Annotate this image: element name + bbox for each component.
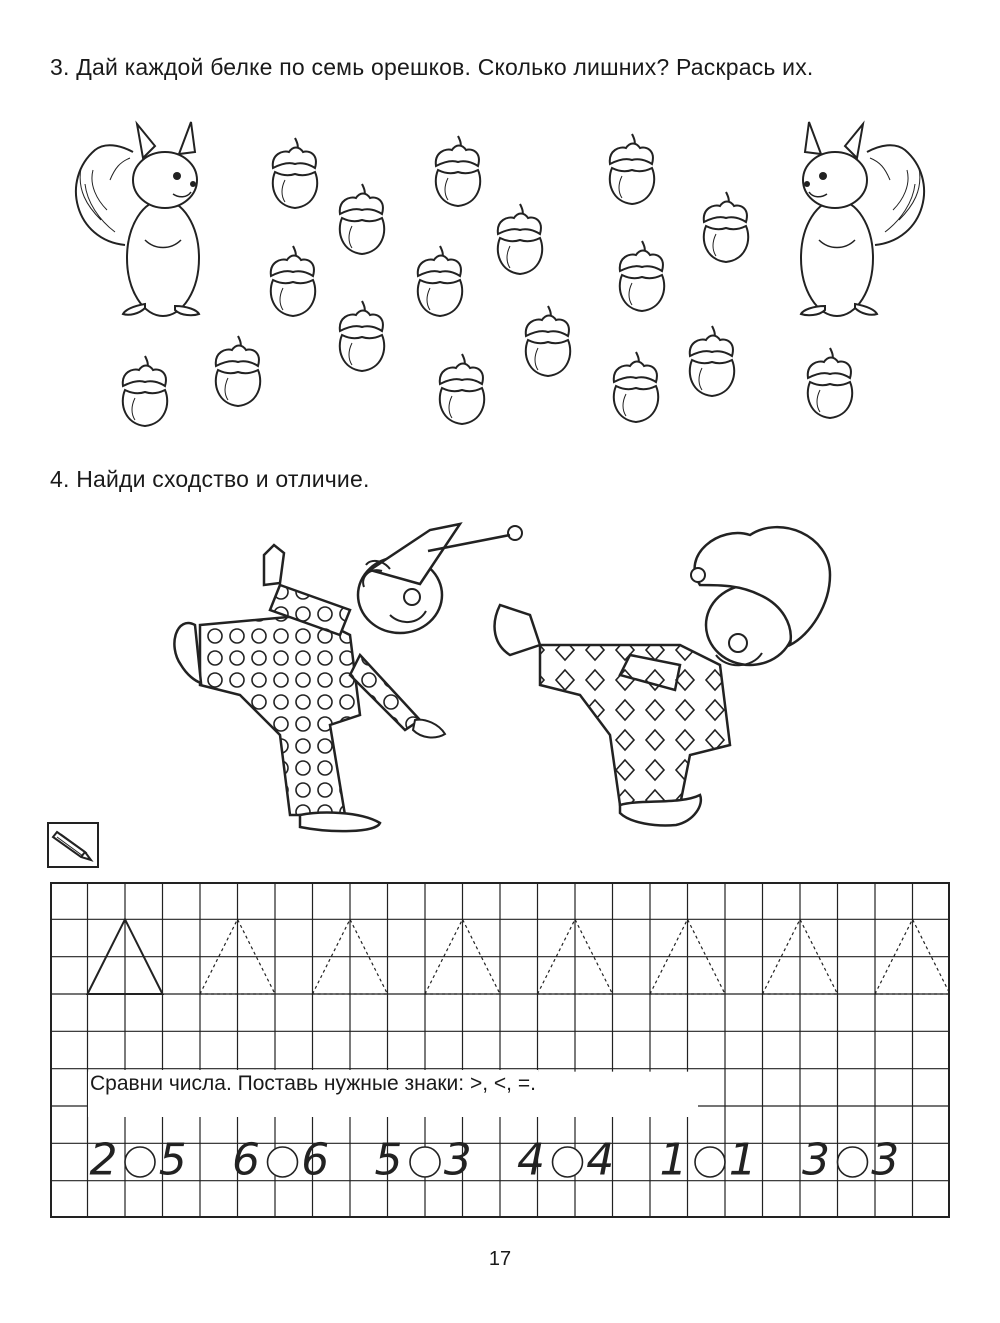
answer-circle [695, 1147, 725, 1177]
nut-icon [340, 184, 384, 254]
compare-right-number: 4 [586, 1134, 615, 1186]
compare-right-number: 6 [301, 1134, 330, 1186]
nut-icon [123, 356, 167, 426]
nut-icon [340, 301, 384, 371]
nut-icon [498, 204, 542, 274]
answer-circle [268, 1147, 298, 1177]
nut-icon [440, 354, 484, 424]
nuts-group [123, 134, 852, 426]
squirrel-left-icon [76, 122, 199, 316]
clowns-illustration [160, 515, 840, 845]
squirrel-right-icon [801, 122, 924, 316]
task-text: Найди сходство и отличие. [76, 466, 370, 492]
clown-polka-dot-icon [174, 524, 522, 831]
nut-icon [216, 336, 260, 406]
answer-circle [125, 1147, 155, 1177]
answer-circle [553, 1147, 583, 1177]
page-number: 17 [488, 1248, 512, 1270]
compare-left-number: 4 [517, 1134, 545, 1186]
nut-icon [526, 306, 570, 376]
compare-left-number: 2 [89, 1134, 118, 1186]
nut-icon [418, 246, 462, 316]
compare-left-number: 5 [374, 1134, 403, 1186]
grid-lines [50, 882, 950, 1218]
task-text: Дай каждой белке по семь орешков. Сколько лишних? Раскрась их. [76, 54, 814, 80]
answer-circle [410, 1147, 440, 1177]
nut-icon [271, 246, 315, 316]
task-3-heading [50, 54, 814, 81]
compare-left-number: 6 [232, 1134, 260, 1186]
squirrels-and-nuts-illustration [0, 95, 1000, 440]
task-number: 4. [50, 466, 70, 492]
nut-icon [614, 352, 658, 422]
nut-icon [704, 192, 748, 262]
nut-icon [690, 326, 734, 396]
pencil-icon [47, 822, 99, 868]
compare-instruction: Сравни числа. Поставь нужные знаки: >, <, =. [90, 1070, 538, 1098]
compare-left-number: 1 [659, 1134, 688, 1186]
writing-grid [50, 882, 950, 1218]
compare-right-number: 3 [443, 1134, 472, 1186]
compare-right-number: 1 [728, 1134, 757, 1186]
nut-icon [273, 138, 317, 208]
nut-icon [436, 136, 480, 206]
nut-icon [620, 241, 664, 311]
clown-diamond-icon [495, 527, 830, 825]
nut-icon [610, 134, 654, 204]
task-4-heading [50, 466, 370, 493]
compare-right-number: 5 [158, 1134, 187, 1186]
compare-right-number: 3 [871, 1134, 900, 1186]
answer-circle [838, 1147, 868, 1177]
nut-icon [808, 348, 852, 418]
task-number: 3. [50, 54, 70, 80]
compare-left-number: 3 [802, 1134, 830, 1186]
